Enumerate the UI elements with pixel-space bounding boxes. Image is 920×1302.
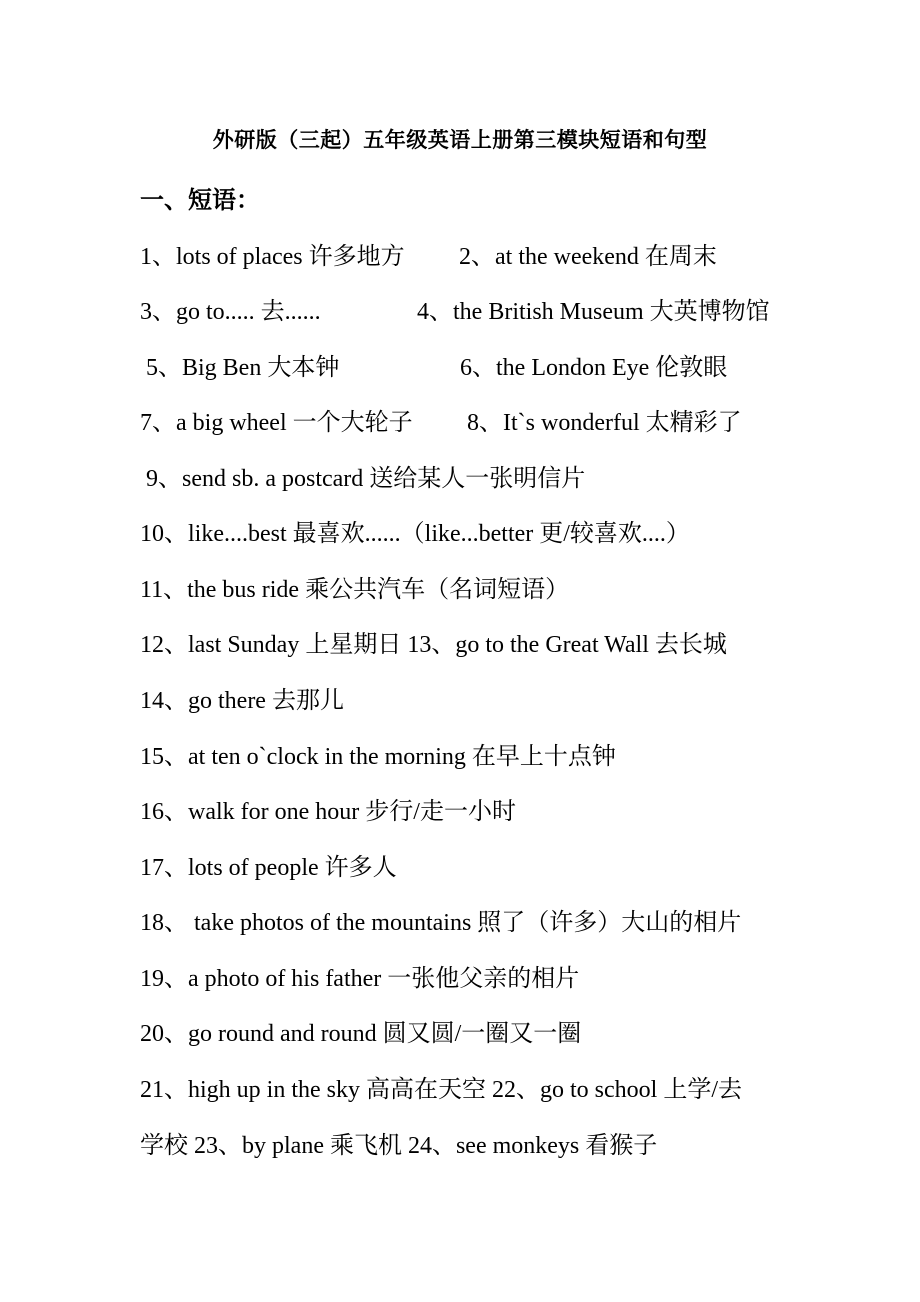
phrase-item: 学校 23、by plane 乘飞机 24、see monkeys 看猴子 [140, 1133, 658, 1159]
phrase-item: 5、Big Ben 大本钟 [146, 355, 340, 381]
phrase-item: 6、the London Eye 伦敦眼 [460, 355, 728, 381]
phrase-line [140, 791, 516, 826]
document-title: 外研版（三起）五年级英语上册第三模块短语和句型 [212, 128, 708, 152]
phrase-line [140, 513, 690, 548]
phrase-line [140, 291, 770, 326]
phrase-item: 19、a photo of his father 一张他父亲的相片 [140, 966, 580, 992]
phrase-line [146, 347, 728, 382]
phrase-line [140, 624, 727, 659]
phrase-line [140, 569, 569, 604]
phrase-item: 7、a big wheel 一个大轮子 [140, 410, 413, 436]
phrase-item: 12、last Sunday 上星期日 13、go to the Great Wall 去长城 [140, 632, 727, 658]
phrase-item: 20、go round and round 圆又圆/一圈又一圈 [140, 1021, 582, 1047]
phrase-item: 16、walk for one hour 步行/走一小时 [140, 799, 516, 825]
phrase-item: 8、It`s wonderful 太精彩了 [467, 410, 742, 436]
phrase-line [140, 1069, 742, 1104]
phrase-item: 10、like....best 最喜欢......（like...better 更/较喜欢....） [140, 521, 690, 547]
phrase-item: 11、the bus ride 乘公共汽车（名词短语） [140, 577, 570, 603]
phrase-item: 3、go to..... 去...... [140, 299, 321, 325]
phrase-line [140, 1125, 657, 1160]
phrase-item: 9、send sb. a postcard 送给某人一张明信片 [146, 466, 586, 492]
phrase-item: 1、lots of places 许多地方 [140, 244, 405, 270]
phrase-line [140, 236, 717, 271]
phrase-line [140, 680, 344, 715]
phrase-item: 2、at the weekend 在周末 [459, 244, 717, 270]
phrase-item: 4、the British Museum 大英博物馆 [417, 299, 770, 325]
phrase-line [140, 902, 741, 937]
phrase-item: 17、lots of people 许多人 [140, 855, 397, 881]
phrase-line [140, 847, 397, 882]
phrase-item: 18、 take photos of the mountains 照了（许多）大山的相片 [140, 910, 742, 936]
phrase-line [140, 736, 616, 771]
phrase-item: 14、go there 去那儿 [140, 688, 344, 714]
section-heading: 一、短语： [140, 188, 260, 214]
phrase-line [140, 958, 579, 993]
phrase-line [140, 1013, 581, 1048]
phrase-line [140, 402, 742, 437]
phrase-item: 15、at ten o`clock in the morning 在早上十点钟 [140, 744, 616, 770]
phrase-line [146, 458, 585, 493]
phrase-item: 21、high up in the sky 高高在天空 22、go to school 上学/去 [140, 1077, 742, 1103]
